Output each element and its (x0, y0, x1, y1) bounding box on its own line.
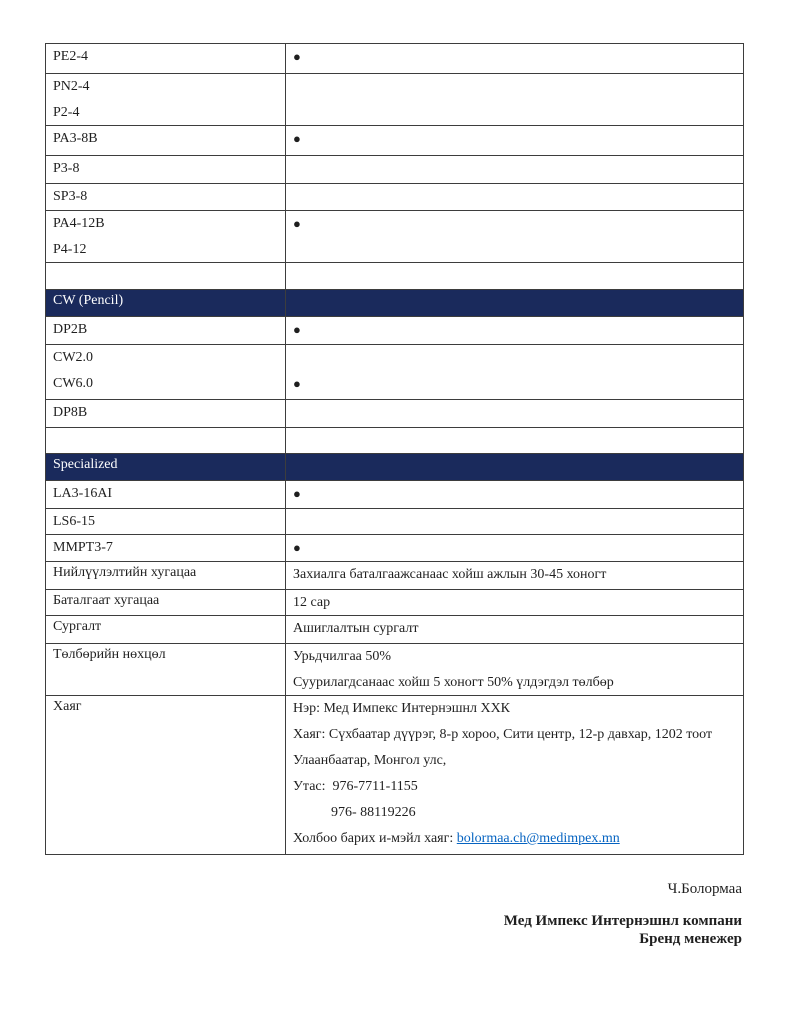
info-label: Төлбөрийн нөхцөл (53, 647, 166, 662)
product-code-cell (46, 263, 286, 290)
info-value-cell (286, 562, 744, 590)
info-value-cell (286, 644, 744, 696)
bullet-icon: ● (293, 131, 301, 146)
email-link[interactable]: bolormaa.ch@medimpex.mn (456, 831, 620, 846)
table-row (46, 44, 744, 74)
info-label: Баталгаат хугацаа (53, 593, 160, 608)
table-row (46, 454, 744, 481)
section-header-label: CW (Pencil) (53, 293, 124, 308)
product-availability-cell (286, 74, 744, 126)
signature-name: Ч.Болормаа (667, 881, 742, 897)
product-code: CW2.0 (53, 350, 94, 365)
info-label-cell (46, 696, 286, 855)
table-row (46, 211, 744, 263)
table-row (46, 74, 744, 126)
product-code-cell (46, 400, 286, 428)
product-code-cell (46, 74, 286, 126)
signature-block (504, 880, 742, 948)
product-code-cell (46, 156, 286, 184)
product-availability-cell (286, 263, 744, 290)
info-value-cell (286, 590, 744, 616)
table-row (46, 317, 744, 345)
signature-role: Бренд менежер (639, 931, 742, 947)
info-value-line: Урьдчилгаа 50% (293, 649, 392, 664)
info-value-line: Улаанбаатар, Монгол улс, (293, 753, 447, 768)
product-code: CW6.0 (53, 376, 94, 391)
table-row (46, 535, 744, 562)
table-row (46, 263, 744, 290)
info-label: Сургалт (53, 619, 102, 634)
product-availability-cell (286, 400, 744, 428)
product-code-cell (46, 535, 286, 562)
product-code: LS6-15 (53, 514, 95, 529)
bullet-icon: ● (293, 49, 301, 64)
product-table-body (46, 44, 744, 855)
product-code: PE2-4 (53, 49, 88, 64)
section-header-spacer (286, 454, 744, 481)
table-row (46, 616, 744, 644)
table-row (46, 156, 744, 184)
bullet-icon: ● (293, 540, 301, 555)
product-code-cell (46, 126, 286, 156)
product-code: P3-8 (53, 161, 80, 176)
info-label-cell (46, 616, 286, 644)
product-code: MMPT3-7 (53, 540, 113, 555)
info-value-line: Холбоо барих и-мэйл хаяг: bolormaa.ch@medimpex.mn (293, 831, 620, 846)
bullet-icon: ● (293, 376, 301, 391)
table-row (46, 590, 744, 616)
section-header-label: Specialized (53, 457, 118, 472)
product-availability-cell (286, 317, 744, 345)
product-table (45, 43, 744, 855)
table-row (46, 562, 744, 590)
bullet-icon: ● (293, 216, 301, 231)
table-row (46, 509, 744, 535)
product-code: P4-12 (53, 242, 87, 257)
bullet-icon: ● (293, 322, 301, 337)
section-header-cell (46, 454, 286, 481)
product-code-cell (46, 345, 286, 400)
table-row (46, 428, 744, 454)
info-value-cell (286, 696, 744, 855)
table-row (46, 481, 744, 509)
info-value-line: Ашиглалтын сургалт (293, 621, 419, 636)
product-code-cell (46, 428, 286, 454)
info-value-line: Хаяг: Сүхбаатар дүүрэг, 8-р хороо, Сити центр, 12-р давхар, 1202 тоот (293, 727, 713, 742)
info-label-cell (46, 644, 286, 696)
info-label-cell (46, 562, 286, 590)
product-code: DP8B (53, 405, 88, 420)
product-code: PA3-8B (53, 131, 98, 146)
signature-company: Мед Импекс Интернэшнл компани (503, 913, 742, 929)
table-row (46, 400, 744, 428)
product-code: LA3-16AI (53, 486, 113, 501)
section-header-spacer (286, 290, 744, 317)
table-row (46, 696, 744, 855)
product-code-cell (46, 184, 286, 211)
product-availability-cell (286, 211, 744, 263)
product-availability-cell (286, 44, 744, 74)
product-code: PN2-4 (53, 79, 90, 94)
product-availability-cell (286, 156, 744, 184)
table-row (46, 126, 744, 156)
product-availability-cell (286, 509, 744, 535)
table-row (46, 184, 744, 211)
product-code: PA4-12B (53, 216, 105, 231)
product-availability-cell (286, 126, 744, 156)
info-value-line: Нэр: Мед Импекс Интернэшнл ХХК (293, 701, 511, 716)
product-code: DP2B (53, 322, 88, 337)
product-code-cell (46, 44, 286, 74)
product-availability-cell (286, 481, 744, 509)
spacer-line (293, 348, 739, 368)
bullet-icon: ● (293, 486, 301, 501)
product-availability-cell (286, 184, 744, 211)
info-value-line: Захиалга баталгаажсанаас хойш ажлын 30-45 хоногт (293, 567, 607, 582)
info-value-line: 12 сар (293, 595, 331, 610)
product-code-cell (46, 509, 286, 535)
info-value-line: 976- 88119226 (331, 805, 416, 820)
table-row (46, 345, 744, 400)
product-code-cell (46, 481, 286, 509)
info-value-cell (286, 616, 744, 644)
info-label: Хаяг (53, 699, 82, 714)
info-label-cell (46, 590, 286, 616)
product-availability-cell (286, 345, 744, 400)
product-availability-cell (286, 535, 744, 562)
table-row (46, 644, 744, 696)
product-code-cell (46, 317, 286, 345)
section-header-cell (46, 290, 286, 317)
product-code-cell (46, 211, 286, 263)
info-label: Нийлүүлэлтийн хугацаа (53, 565, 197, 580)
product-code: SP3-8 (53, 189, 88, 204)
table-row (46, 290, 744, 317)
product-availability-cell (286, 428, 744, 454)
info-value-line: Суурилагдсанаас хойш 5 хоногт 50% үлдэгдэл төлбөр (293, 675, 614, 690)
info-value-line: Утас: 976-7711-1155 (293, 779, 418, 794)
product-code: P2-4 (53, 105, 80, 120)
